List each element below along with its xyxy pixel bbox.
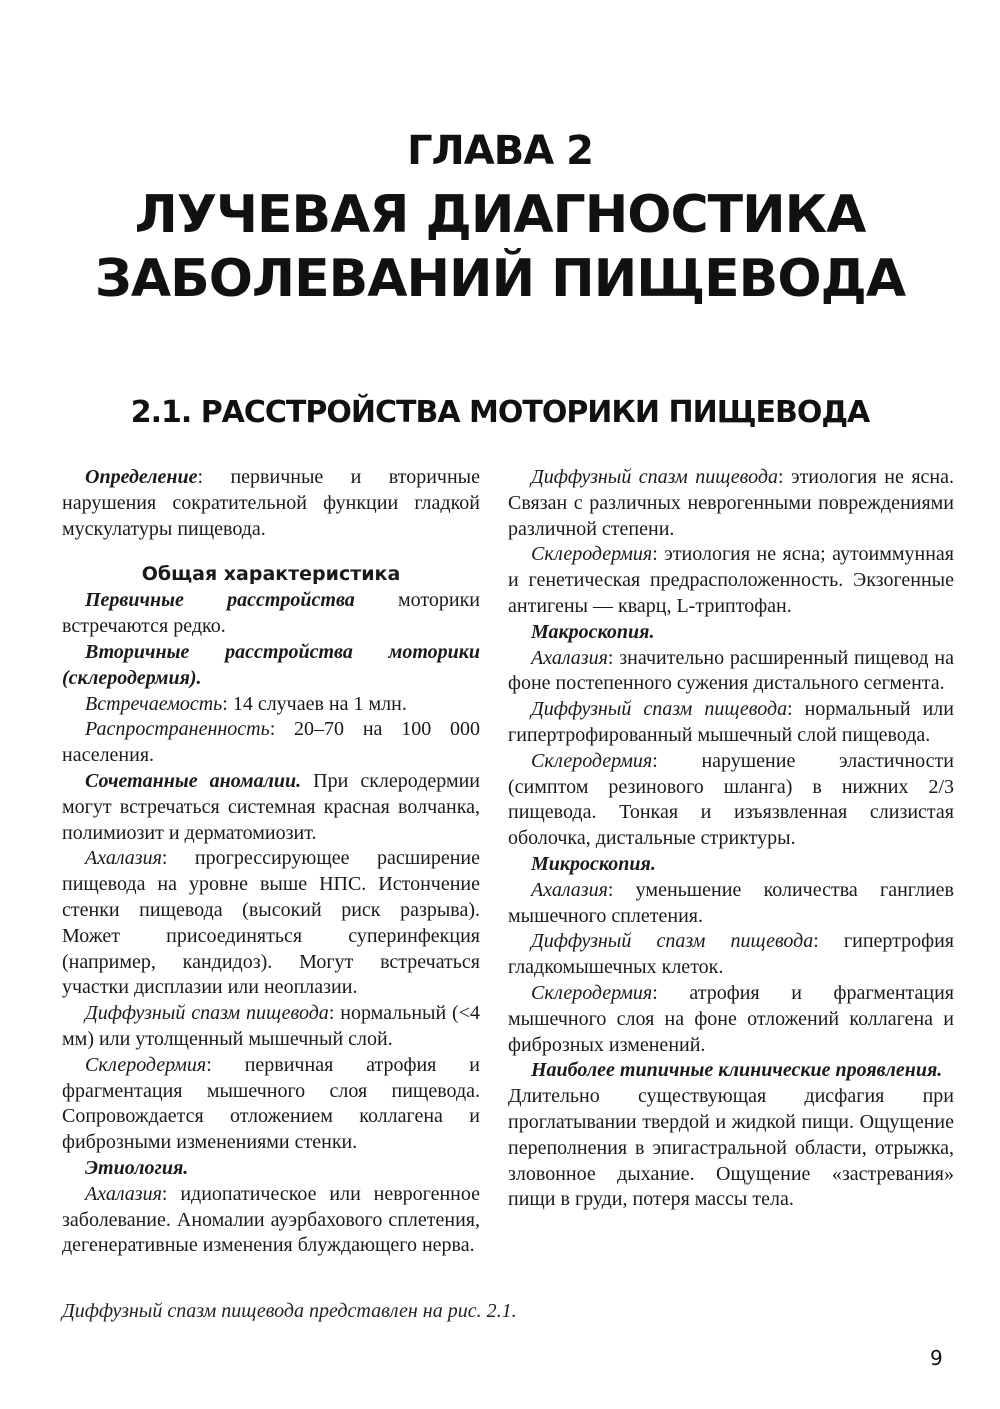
micro-achalasia-term: Ахалазия xyxy=(531,878,608,901)
prevalence-text: : 20–70 на 100 000 населения. xyxy=(62,718,480,767)
clinical-paragraph: Длительно существующая дисфагия при проглатывании твердой и жидкой пищи. Ощущение переполнения в эпигастральной области, отрыжка, зловонное дыхание. Ощущение «застревания» пищи в груди, потеря массы тела. xyxy=(508,1085,954,1211)
achalasia-text: : прогрессирующее расширение пищевода на уровне выше НПС. Истончение стенки пищевода (высокий риск разрыва). Может присоединяться суперинфекция (например, кандидоз). Могут встречаться участки дисплазии или неоплазии. xyxy=(62,847,480,999)
spasm-term: Диффузный спазм пищевода xyxy=(85,1002,329,1025)
macro-achalasia-text: : значительно расширенный пищевод на фоне постепенного сужения дистального сегмента. xyxy=(508,646,954,695)
primary-paragraph xyxy=(62,588,480,640)
scleroderma-term: Склеродермия xyxy=(85,1053,207,1076)
subheading-general: Общая характеристика xyxy=(141,563,401,586)
incidence-paragraph xyxy=(62,692,480,718)
left-column xyxy=(62,465,480,1259)
micro-scleroderma-paragraph xyxy=(508,981,954,1058)
figure-reference-note: Диффузный спазм пищевода представлен на рис. 2.1. xyxy=(62,1300,517,1322)
section-title: 2.1. РАССТРОЙСТВА МОТОРИКИ ПИЩЕВОДА xyxy=(130,395,870,430)
macro-achalasia-term: Ахалазия xyxy=(531,646,608,669)
chapter-title xyxy=(0,183,1000,311)
micro-spasm-paragraph xyxy=(508,929,954,981)
macro-scleroderma-term: Склеродермия xyxy=(531,749,653,772)
achalasia-paragraph xyxy=(62,846,480,1001)
micro-achalasia-paragraph xyxy=(508,878,954,930)
etiology-scleroderma-term: Склеродермия xyxy=(531,543,653,566)
primary-text: моторики встречаются редко. xyxy=(62,589,480,638)
etiology-spasm-paragraph xyxy=(508,465,954,542)
etiology-achalasia-text: : идиопатическое или неврогенное заболевание. Аномалии ауэрбахового сплетения, дегенеративные изменения блуждающего нерва. xyxy=(62,1182,480,1257)
clinical-heading: Наиболее типичные клинические проявления. xyxy=(531,1059,943,1082)
macro-spasm-term: Диффузный спазм пищевода xyxy=(531,698,788,721)
etiology-scleroderma-text: : этиология не ясна; аутоиммунная и генетическая предрасположенность. Экзогенные антигены — кварц, L-триптофан. xyxy=(508,543,954,617)
prevalence-term: Распространенность xyxy=(85,718,270,741)
definition-paragraph xyxy=(62,465,480,542)
scleroderma-paragraph xyxy=(62,1053,480,1156)
anomalies-paragraph xyxy=(62,769,480,846)
incidence-text: : 14 случаев на 1 млн. xyxy=(222,692,407,715)
right-column xyxy=(508,465,954,1213)
micro-spasm-text: : гипертрофия гладкомышечных клеток. xyxy=(508,930,955,979)
chapter-title-line-2: ЗАБОЛЕВАНИЙ ПИЩЕВОДА xyxy=(94,249,906,309)
secondary-heading: Вторичные расстройства моторики (склеродермия). xyxy=(62,640,480,689)
etiology-spasm-text: : этиология не ясна. Связан с различных неврогенными повреждениями различной степени. xyxy=(508,466,954,540)
primary-term: Первичные расстройства xyxy=(85,589,355,612)
etiology-spasm-term: Диффузный спазм пищевода xyxy=(531,466,778,488)
etiology-achalasia-paragraph xyxy=(62,1182,480,1259)
incidence-term: Встречаемость xyxy=(85,692,223,715)
micro-achalasia-text: : уменьшение количества ганглиев мышечного сплетения. xyxy=(508,878,954,927)
macro-spasm-paragraph xyxy=(508,697,954,749)
anomalies-text: При склеродермии могут встречаться системная красная волчанка, полимиозит и дерматомиозит. xyxy=(62,769,481,844)
micro-spasm-term: Диффузный спазм пищевода xyxy=(531,930,814,953)
micro-scleroderma-term: Склеродермия xyxy=(531,981,653,1004)
etiology-scleroderma-paragraph xyxy=(508,542,954,619)
micro-scleroderma-text: : атрофия и фрагментация мышечного слоя на фоне отложений коллагена и фиброзных изменений. xyxy=(508,981,954,1056)
etiology-heading: Этиология. xyxy=(85,1156,189,1179)
etiology-achalasia-term: Ахалазия xyxy=(85,1182,162,1205)
macro-heading: Макроскопия. xyxy=(531,620,655,643)
spasm-text: : нормальный (<4 мм) или утолщенный мышечный слой. xyxy=(62,1002,480,1050)
macro-achalasia-paragraph xyxy=(508,646,954,698)
definition-term: Определение xyxy=(85,466,198,488)
macro-spasm-text: : нормальный или гипертрофированный мышечный слой пищевода. xyxy=(508,698,954,746)
micro-heading: Микроскопия. xyxy=(531,852,656,875)
prevalence-paragraph xyxy=(62,717,480,769)
anomalies-term: Сочетанные аномалии. xyxy=(85,769,302,792)
definition-text: : первичные и вторичные нарушения сократительной функции гладкой мускулатуры пищевода. xyxy=(62,466,480,540)
scleroderma-text: : первичная атрофия и фрагментация мышечного слоя пищевода. Сопровождается отложением коллагена и фиброзными изменениями стенки. xyxy=(62,1053,480,1154)
chapter-label: ГЛАВА 2 xyxy=(407,128,593,174)
spasm-paragraph xyxy=(62,1001,480,1053)
page-number: 9 xyxy=(930,1346,943,1370)
macro-scleroderma-paragraph xyxy=(508,749,954,852)
achalasia-term: Ахалазия xyxy=(85,847,162,870)
chapter-title-line-1: ЛУЧЕВАЯ ДИАГНОСТИКА xyxy=(134,185,866,245)
macro-scleroderma-text: : нарушение эластичности (симптом резинового шланга) в нижних 2/3 пищевода. Тонкая и изъязвленная слизистая оболочка, дистальные стриктуры. xyxy=(508,749,954,850)
